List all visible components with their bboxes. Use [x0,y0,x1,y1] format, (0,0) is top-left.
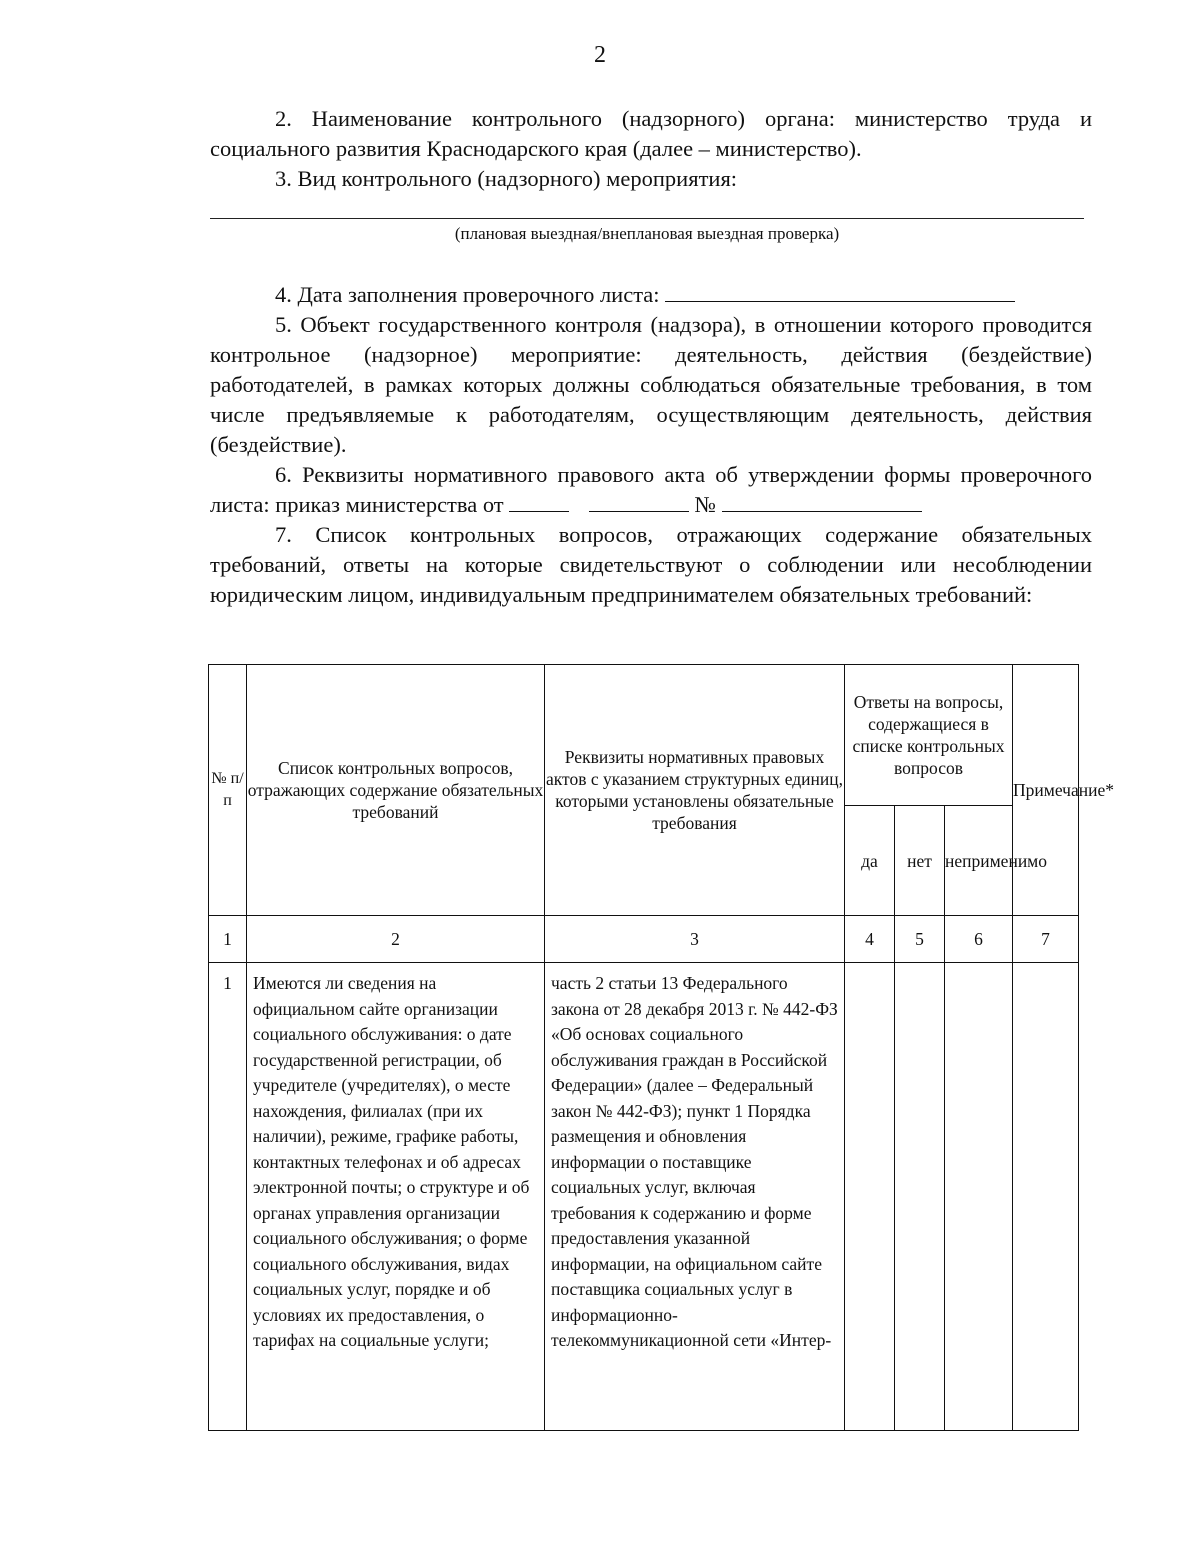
item-4-label: 4. Дата заполнения проверочного листа: [275,282,660,307]
header-na: неприменимо [945,806,1013,916]
header-yes: да [845,806,895,916]
item-6-number-sign: № [694,492,716,517]
header-questions: Список контрольных вопросов, отражающих содержание обязательных требований [247,665,545,916]
column-number: 4 [845,916,895,963]
item-3-event-type: 3. Вид контрольного (надзорного) мероприятия: [275,166,738,191]
item-5-object: 5. Объект государственного контроля (надзора), в отношении которого проводится контрольное (надзорное) мероприятие: деятельность, действия (бездействие) работодателей, в рамках которых должны соблюдаться обязательные требования, в том числе предъявляемые к работодателям, осуществляющим деятельность, действия (бездействие). [210,312,1092,457]
table-row [209,963,1079,1431]
item-3-blank-line[interactable] [210,218,1084,219]
header-answers: Ответы на вопросы, содержащиеся в списке контрольных вопросов [845,665,1013,806]
column-numbers-row [209,916,1079,963]
page-number: 2 [594,42,606,68]
header-no: нет [895,806,945,916]
item-3-caption: (плановая выездная/внеплановая выездная проверка) [454,224,840,243]
header-num: № п/п [209,665,247,916]
column-number: 3 [545,916,845,963]
item-6-requisites [210,460,1092,520]
row-question: Имеются ли сведения на официальном сайте организации социального обслуживания: о дате государственной регистрации, об учредителе (учредителях), о месте нахождения, филиалах (при их наличии), режиме, графике работы, контактных телефонах и об адресах электронной почты; о структуре и об органах управления организации социального обслуживания; о форме социального обслуживания, видах социальных услуг, порядке и об условиях их предоставления, о тарифах на социальные услуги; [247,963,545,1431]
column-number: 2 [247,916,545,963]
column-number: 7 [1013,916,1079,963]
item-6-number-blank[interactable] [722,491,922,512]
item-6-label: 6. Реквизиты нормативного правового акта об утверждении формы проверочного листа: приказ министерства от [210,462,1092,517]
item-4-fill-date [210,280,1092,310]
item-4-date-blank[interactable] [665,281,1015,302]
item-7-questions-list: 7. Список контрольных вопросов, отражающих содержание обязательных требований, ответы на которые свидетельствуют о соблюдении или несоблюдении юридическим лицом, индивидуальным предпринимателем обязательных требований: [210,522,1092,607]
column-number: 6 [945,916,1013,963]
header-note: Примечание* [1013,665,1079,916]
item-2-control-body: 2. Наименование контрольного (надзорного) органа: министерство труда и социального развития Краснодарского края (далее – министерство). [210,106,1092,161]
answer-na-cell[interactable] [945,963,1013,1431]
answer-yes-cell[interactable] [845,963,895,1431]
row-requisite: часть 2 статьи 13 Федерального закона от 28 декабря 2013 г. № 442-ФЗ «Об основах социального обслуживания граждан в Российской Федерации» (далее – Федеральный закон № 442-ФЗ); пункт 1 Порядка размещения и обновления информации о поставщике социальных услуг, включая требования к содержанию и форме предоставления указанной информации, на официальном сайте поставщика социальных услуг в информационно-телекоммуникационной сети «Интер- [545,963,845,1431]
item-6-month-blank[interactable] [589,491,689,512]
header-requisites: Реквизиты нормативных правовых актов с указанием структурных единиц, которыми установлены обязательные требования [545,665,845,916]
column-number: 5 [895,916,945,963]
column-number: 1 [209,916,247,963]
answer-no-cell[interactable] [895,963,945,1431]
checklist-table [208,664,1114,1431]
row-number: 1 [209,963,247,1431]
item-6-day-blank[interactable] [509,491,569,512]
note-cell[interactable] [1013,963,1079,1431]
